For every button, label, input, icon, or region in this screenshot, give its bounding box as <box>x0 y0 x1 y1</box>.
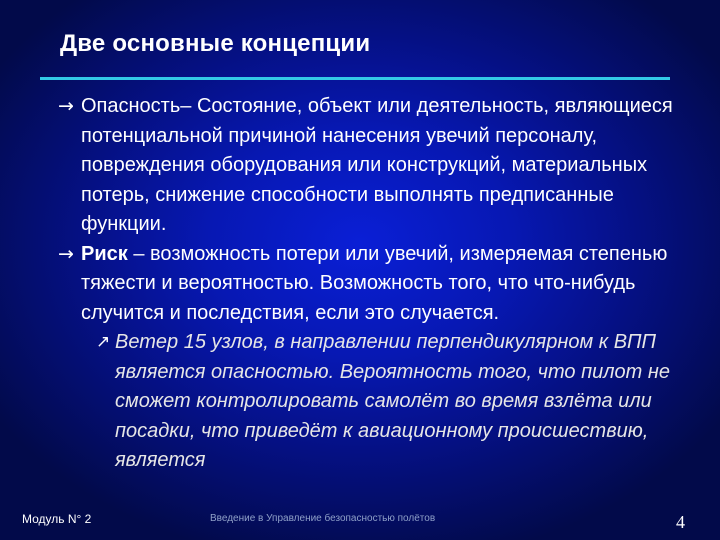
term-danger: Опасность <box>81 95 181 117</box>
slide-body <box>58 92 678 476</box>
footer-module: Модуль N° 2 <box>22 512 92 526</box>
title-underline <box>40 77 670 80</box>
bullet-danger-text: – Состояние, объект или деятельность, являющиеся потенциальной причиной нанесения увечий персоналу, повреждения оборудования или конструкций, материальных потерь, снижение способности выполнять предписанные функции. <box>81 95 673 235</box>
term-risk: Риск <box>81 242 128 265</box>
slide-title: Две основные концепции <box>60 30 371 57</box>
sub-bullet-example <box>96 328 678 476</box>
arrow-right-icon: → <box>58 95 74 117</box>
bullet-risk-text: – возможность потери или увечий, измеряемая степенью тяжести и вероятностью. Возможность того, что что-нибудь случится и последствия, если это случается. <box>81 242 668 324</box>
arrow-right-icon: → <box>58 242 74 265</box>
sub-bullet-text: Ветер 15 узлов, в направлении перпендикулярном к ВПП является опасностью. Вероятность того, что пилот не сможет контролировать самолёт во время взлёта или посадки, что приведёт к авиационному происшествию, является <box>115 331 670 471</box>
page-number: 4 <box>676 512 685 532</box>
bullet-danger <box>58 92 678 240</box>
footer-course-title: Введение в Управление безопасностью полётов <box>210 513 436 524</box>
arrow-up-right-icon: ↗ <box>96 332 111 352</box>
bullet-risk <box>58 240 678 329</box>
